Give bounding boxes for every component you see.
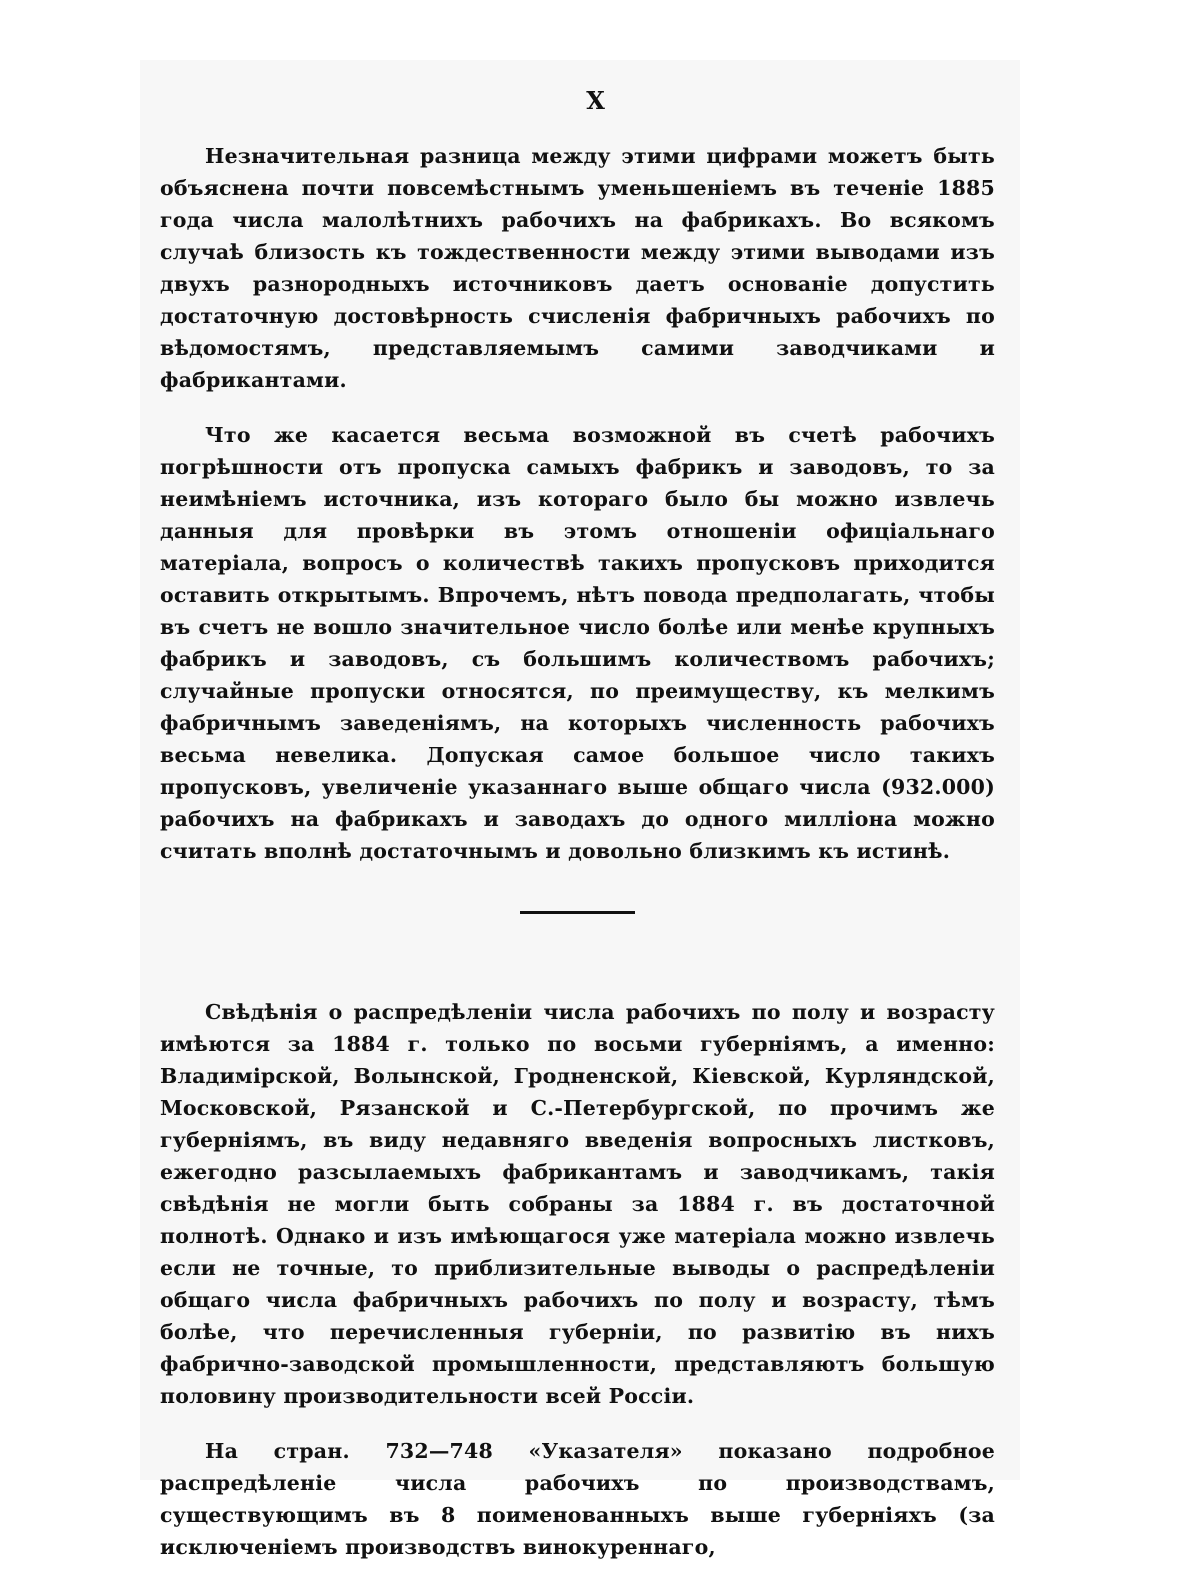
paragraph-4: На стран. 732—748 «Указателя» показано подробное распредѣленіе числа рабочихъ по производствамъ, существующимъ въ 8 поименованныхъ выше губерніяхъ (за исключеніемъ производствъ винокуреннаго, <box>160 1439 995 1559</box>
paragraph-1: Незначительная разница между этими цифрами можетъ быть объяснена почти повсемѣстнымъ уменьшеніемъ въ теченіе 1885 года числа малолѣтнихъ рабочихъ на фабрикахъ. Во всякомъ случаѣ близость къ тождественности между этими выводами изъ двухъ разнородныхъ источниковъ даетъ основаніе допустить достаточную достовѣрность счисленія фабричныхъ рабочихъ по вѣдомостямъ, представляемымъ самими заводчиками и фабрикантами. <box>160 144 995 392</box>
page-body <box>160 140 995 1586</box>
paragraph-3: Свѣдѣнія о распредѣленіи числа рабочихъ по полу и возрасту имѣются за 1884 г. только по восьми губерніямъ, а именно: Владимірской, Волынской, Гродненской, Кіевской, Курляндской, Московской, Рязанской и С.-Петербургской, по прочимъ же губерніямъ, въ виду недавняго введенія вопросныхъ листковъ, ежегодно разсылаемыхъ фабрикантамъ и заводчикамъ, такія свѣдѣнія не могли быть собраны за 1884 г. въ достаточной полнотѣ. Однако и изъ имѣющагося уже матеріала можно извлечь если не точные, то приблизительные выводы о распредѣленіи общаго числа фабричныхъ рабочихъ по полу и возрасту, тѣмъ болѣе, что перечисленныя губерніи, по развитію въ нихъ фабрично-заводской промышленности, представляютъ большую половину производительности всей Россіи. <box>160 1000 995 1408</box>
paragraph-2: Что же касается весьма возможной въ счетѣ рабочихъ погрѣшности отъ пропуска самыхъ фабрикъ и заводовъ, то за неимѣніемъ источника, изъ котораго было бы можно извлечь данныя для провѣрки въ этомъ отношеніи офиціальнаго матеріала, вопросъ о количествѣ такихъ пропусковъ приходится оставить открытымъ. Впрочемъ, нѣтъ повода предполагать, чтобы въ счетъ не вошло значительное число болѣе или менѣе крупныхъ фабрикъ и заводовъ, съ большимъ количествомъ рабочихъ; случайные пропуски относятся, по преимуществу, къ мелкимъ фабричнымъ заведеніямъ, на которыхъ численность рабочихъ весьма невелика. Допуская самое большое число такихъ пропусковъ, увеличеніе указаннаго выше общаго числа (932.000) рабочихъ на фабрикахъ и заводахъ до одного милліона можно считать вполнѣ достаточнымъ и довольно близкимъ къ истинѣ. <box>160 423 995 863</box>
section-divider-rule <box>520 911 635 914</box>
page-number: X <box>586 86 605 115</box>
